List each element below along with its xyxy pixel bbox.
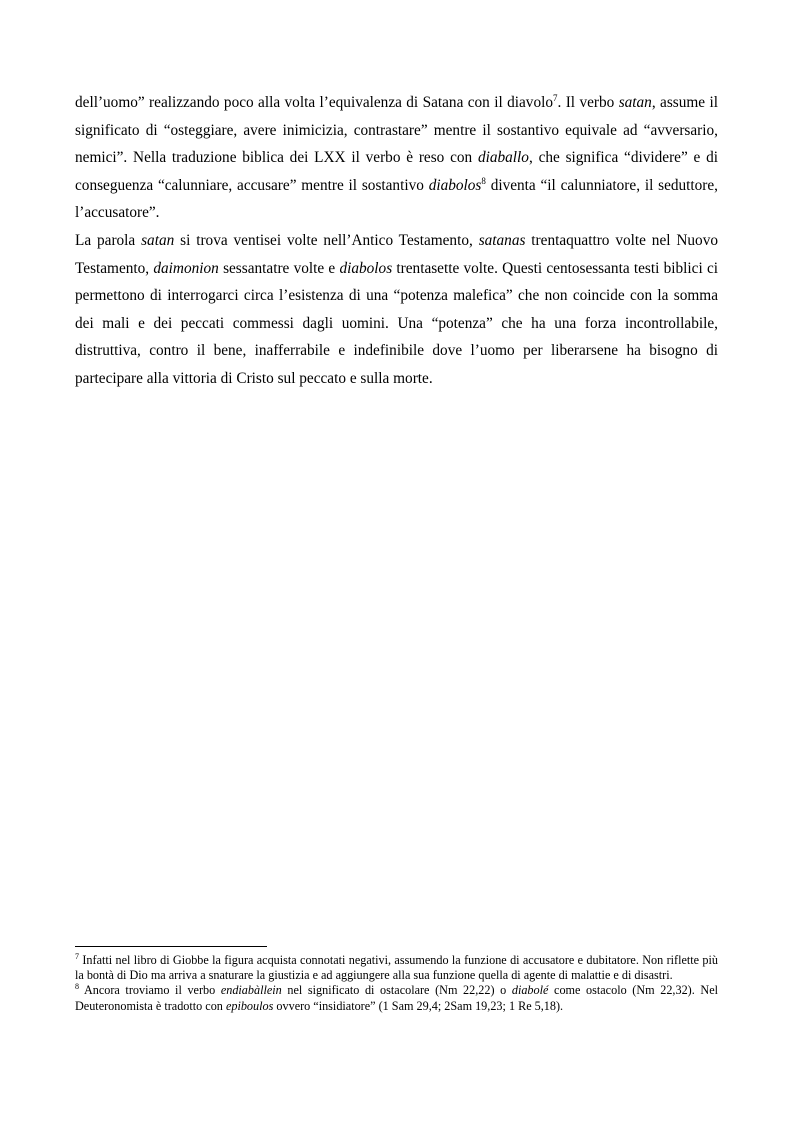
italic-term-satanas: satanas: [478, 231, 526, 249]
footnote-text: come ostacolo (Nm 22,32). Nel Deuteronomista è tradotto con: [75, 983, 718, 1013]
text-run: trentasette volte. Questi centosessanta testi biblici ci permettono di interrogarci circa l’esistenza di una “potenza malefica” che non coincide con la somma dei mali e dei peccati commessi dagli uomini. Una “potenza” che ha una forza incontrollabile, distruttiva, contro il bene, inafferrabile e indefinibile dove l’uomo per liberarsene ha bisogno di partecipare alla vittoria di Cristo sul peccato e sulla morte.: [75, 259, 718, 387]
italic-term-diabole: diabolé: [511, 983, 549, 998]
text-run: . Il verbo: [557, 94, 619, 111]
footnote-7: [75, 953, 718, 983]
footnotes: [75, 953, 718, 1014]
footnote-text: ovvero “insidiatore” (1 Sam 29,4; 2Sam 19,23; 1 Re 5,18).: [273, 998, 564, 1013]
italic-term-satan: satan: [141, 231, 175, 249]
footnote-divider: [75, 946, 267, 947]
italic-term-endiaballein: endiabàllein: [220, 983, 282, 998]
italic-term-diaballo: diaballo: [477, 149, 529, 167]
italic-term-diabolos: diabolos: [339, 259, 393, 277]
text-run: diventa “il calunniatore, il seduttore, l’accusatore”.: [75, 176, 719, 222]
text-run: trentaquattro volte nel Nuovo Testamento,: [75, 231, 718, 277]
italic-term-diabolos: diabolos: [428, 176, 482, 194]
italic-term-satan: satan: [618, 94, 652, 111]
italic-term-daimonion: daimonion: [153, 259, 219, 277]
footnote-8: [75, 983, 718, 1013]
footnote-text: Infatti nel libro di Giobbe la figura acquista connotati negativi, assumendo la funzione di accusatore e dubitatore. Non riflette più la bontà di Dio ma arriva a snaturare la giustizia e ad aggiungere alla sua funzione quella di agente di malattie e di disastri.: [75, 953, 718, 983]
text-run: sessantatre volte e: [218, 259, 340, 277]
paragraph-2: [75, 227, 718, 393]
footnote-text: Ancora troviamo il verbo: [79, 983, 221, 998]
text-run: La parola: [75, 231, 142, 249]
text-run: dell’uomo” realizzando poco alla volta l’equivalenza di Satana con il diavolo: [75, 94, 553, 111]
italic-term-epiboulos: epiboulos: [225, 998, 274, 1013]
footnote-ref-7[interactable]: 7: [553, 92, 558, 103]
text-run: si trova ventisei volte nell’Antico Testamento,: [174, 231, 479, 249]
text-run: , assume il significato di “osteggiare, avere inimicizia, contrastare” mentre il sostantivo equivale ad “avversario, nemici”. Nella traduzione biblica dei LXX il verbo è reso con: [75, 94, 718, 167]
footnote-number-8: 8: [75, 982, 79, 992]
text-run: , che significa “dividere” e di conseguenza “calunniare, accusare” mentre il sostantivo: [75, 149, 718, 194]
footnote-ref-8[interactable]: 8: [481, 175, 486, 186]
footnote-number-7: 7: [75, 951, 79, 961]
footnote-text: nel significato di ostacolare (Nm 22,22) o: [281, 983, 512, 998]
body-text: [75, 89, 718, 393]
paragraph-1: [75, 89, 718, 227]
